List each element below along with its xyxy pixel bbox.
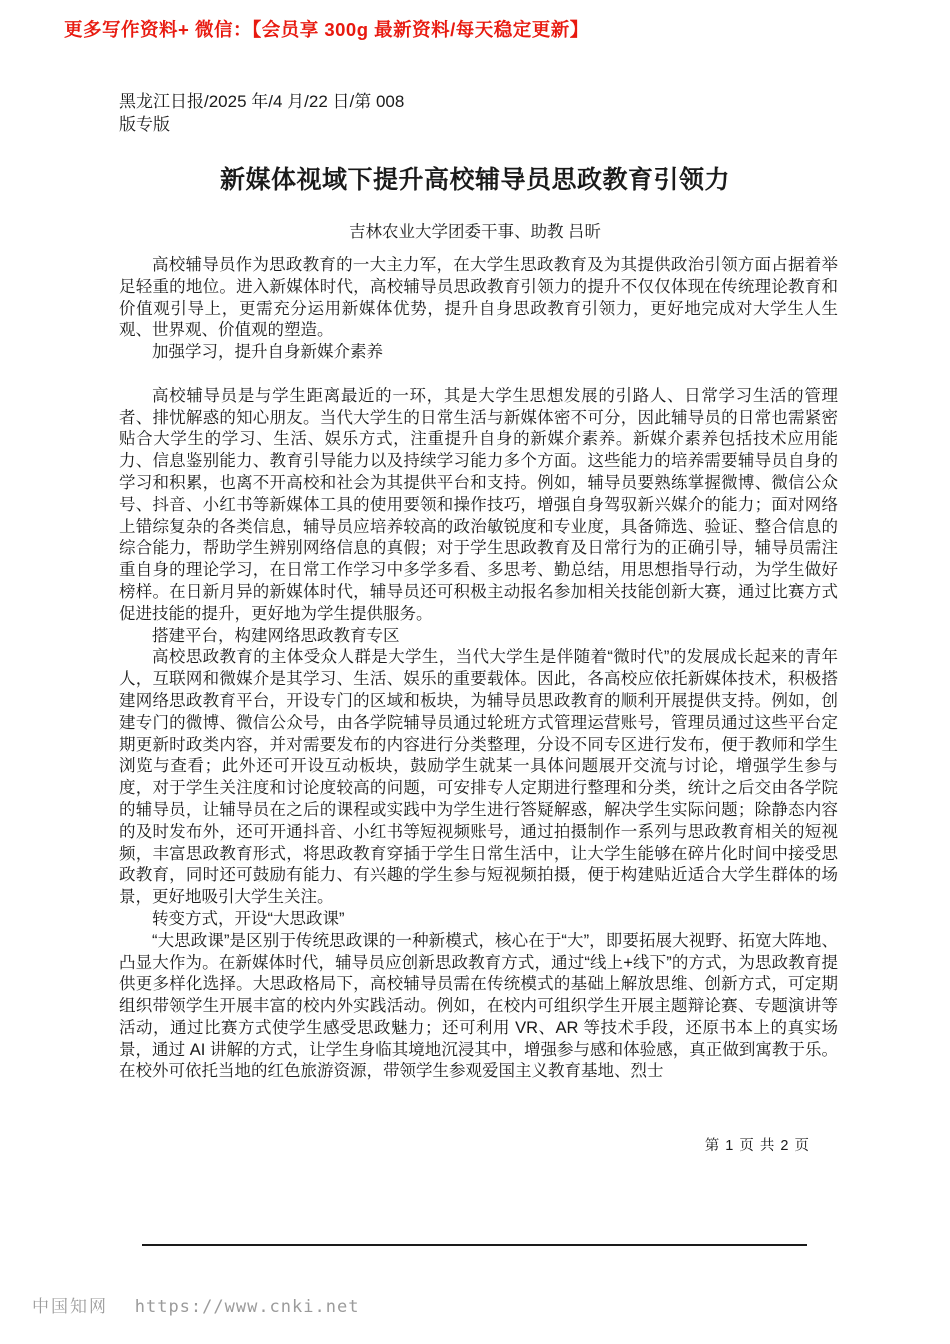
page-title: 新媒体视域下提升高校辅导员思政教育引领力: [219, 166, 730, 194]
body-paragraph: 高校辅导员作为思政教育的一大主力军，在大学生思政教育及为其提供政治引领方面占据着举足轻重的地位。进入新媒体时代，高校辅导员思政教育引领力的提升不仅仅体现在传统理论教育和价值观引导上，更需充分运用新媒体优势，提升自身思政教育引领力，更好地完成对大学生人生观、世界观、价值观的塑造。: [119, 256, 838, 340]
cnki-url-text: https://www.cnki.net: [134, 1297, 360, 1317]
body-paragraph: 高校思政教育的主体受众人群是大学生，当代大学生是伴随着“微时代”的发展成长起来的青年人，互联网和微媒介是其学习、生活、娱乐的重要载体。因此，各高校应依托新媒体技术，积极搭建网络思政教育平台，开设专门的区域和板块，为辅导员思政教育的顺利开展提供支持。例如，创建专门的微博、微信公众号，由各学院辅导员通过轮班方式管理运营账号，管理员通过这些平台定期更新时政类内容，并对需要发布的内容进行分类整理，分设不同专区进行发布，便于教师和学生浏览与查看；此外还可开设互动板块，鼓励学生就某一具体问题展开交流与讨论，增强学生参与度，对于学生关注度和讨论度较高的问题，可安排专人定期进行整理和分类，统计之后交由各学院的辅导员，让辅导员在之后的课程或实践中为学生进行答疑解惑，解决学生实际问题；除静态内容的及时发布外，还可开通抖音、小红书等短视频账号，通过拍摄制作一系列与思政教育相关的短视频，丰富思政教育形式，将思政教育穿插于学生日常生活中，让大学生能够在碎片化时间中接受思政教育，同时还可鼓励有能力、有兴趣的学生参与短视频拍摄，便于构建贴近适合大学生群体的场景，更好地吸引大学生关注。: [119, 648, 838, 907]
promo-banner: 更多写作资料+ 微信：【会员享 300g 最新资料/每天稳定更新】: [64, 19, 589, 40]
section-heading: 搭建平台，构建网络思政教育专区: [152, 626, 400, 645]
source-line-2: 版专版: [119, 115, 170, 134]
section-heading: 加强学习，提升自身新媒介素养: [152, 343, 383, 362]
cnki-brand-text: 中国知网: [32, 1297, 108, 1316]
cnki-watermark: [32, 1292, 359, 1317]
source-citation: [119, 90, 404, 136]
author-line: 吉林农业大学团委干事、助教 吕昕: [348, 223, 602, 241]
body-paragraph: 高校辅导员是与学生距离最近的一环，其是大学生思想发展的引路人、日常学习生活的管理者、排忧解惑的知心朋友。当代大学生的日常生活与新媒体密不可分，因此辅导员的日常也需紧密贴合大学生的学习、生活、娱乐方式，注重提升自身的新媒介素养。新媒介素养包括技术应用能力、信息鉴别能力、教育引导能力以及持续学习能力多个方面。这些能力的培养需要辅导员自身的学习和积累，也离不开高校和社会为其提供平台和支持。例如，辅导员要熟练掌握微博、微信公众号、抖音、小红书等新媒体工具的使用要领和操作技巧，增强自身驾驭新兴媒介的能力；面对网络上错综复杂的各类信息，辅导员应培养较高的政治敏锐度和专业度，具备筛选、验证、整合信息的综合能力，帮助学生辨别网络信息的真假；对于学生思政教育及日常行为的正确引导，辅导员需注重自身的理论学习，在日常工作学习中多学多看、多思考、勤总结，用思想指导行动，为学生做好榜样。在日新月异的新媒体时代，辅导员还可积极主动报名参加相关技能创新大赛，通过比赛方式促进技能的提升，更好地为学生提供服务。: [119, 386, 838, 623]
article-body: [119, 255, 838, 1083]
body-paragraph: “大思政课”是区别于传统思政课的一种新模式，核心在于“大”，即要拓展大视野、拓宽大阵地、凸显大作为。在新媒体时代，辅导员应创新思政教育方式，通过“线上+线下”的方式，为思政教育提供更多样化选择。大思政格局下，高校辅导员需在传统模式的基础上解放思维、创新方式，可定期组织带领学生开展丰富的校内外实践活动。例如，在校内可组织学生开展主题辩论赛、专题演讲等活动，通过比赛方式使学生感受思政魅力；还可利用 VR、AR 等技术手段，还原书本上的真实场景，通过 AI 讲解的方式，让学生身临其境地沉浸其中，增强参与感和体验感，真正做到寓教于乐。在校外可依托当地的红色旅游资源，带领学生参观爱国主义教育基地、烈士: [119, 931, 838, 1081]
source-line-1: 黑龙江日报/2025 年/4 月/22 日/第 008: [119, 92, 405, 111]
page-number: 第 1 页 共 2 页: [704, 1138, 810, 1154]
footer-divider: [142, 1244, 807, 1246]
section-heading: 转变方式，开设“大思政课”: [152, 909, 345, 928]
